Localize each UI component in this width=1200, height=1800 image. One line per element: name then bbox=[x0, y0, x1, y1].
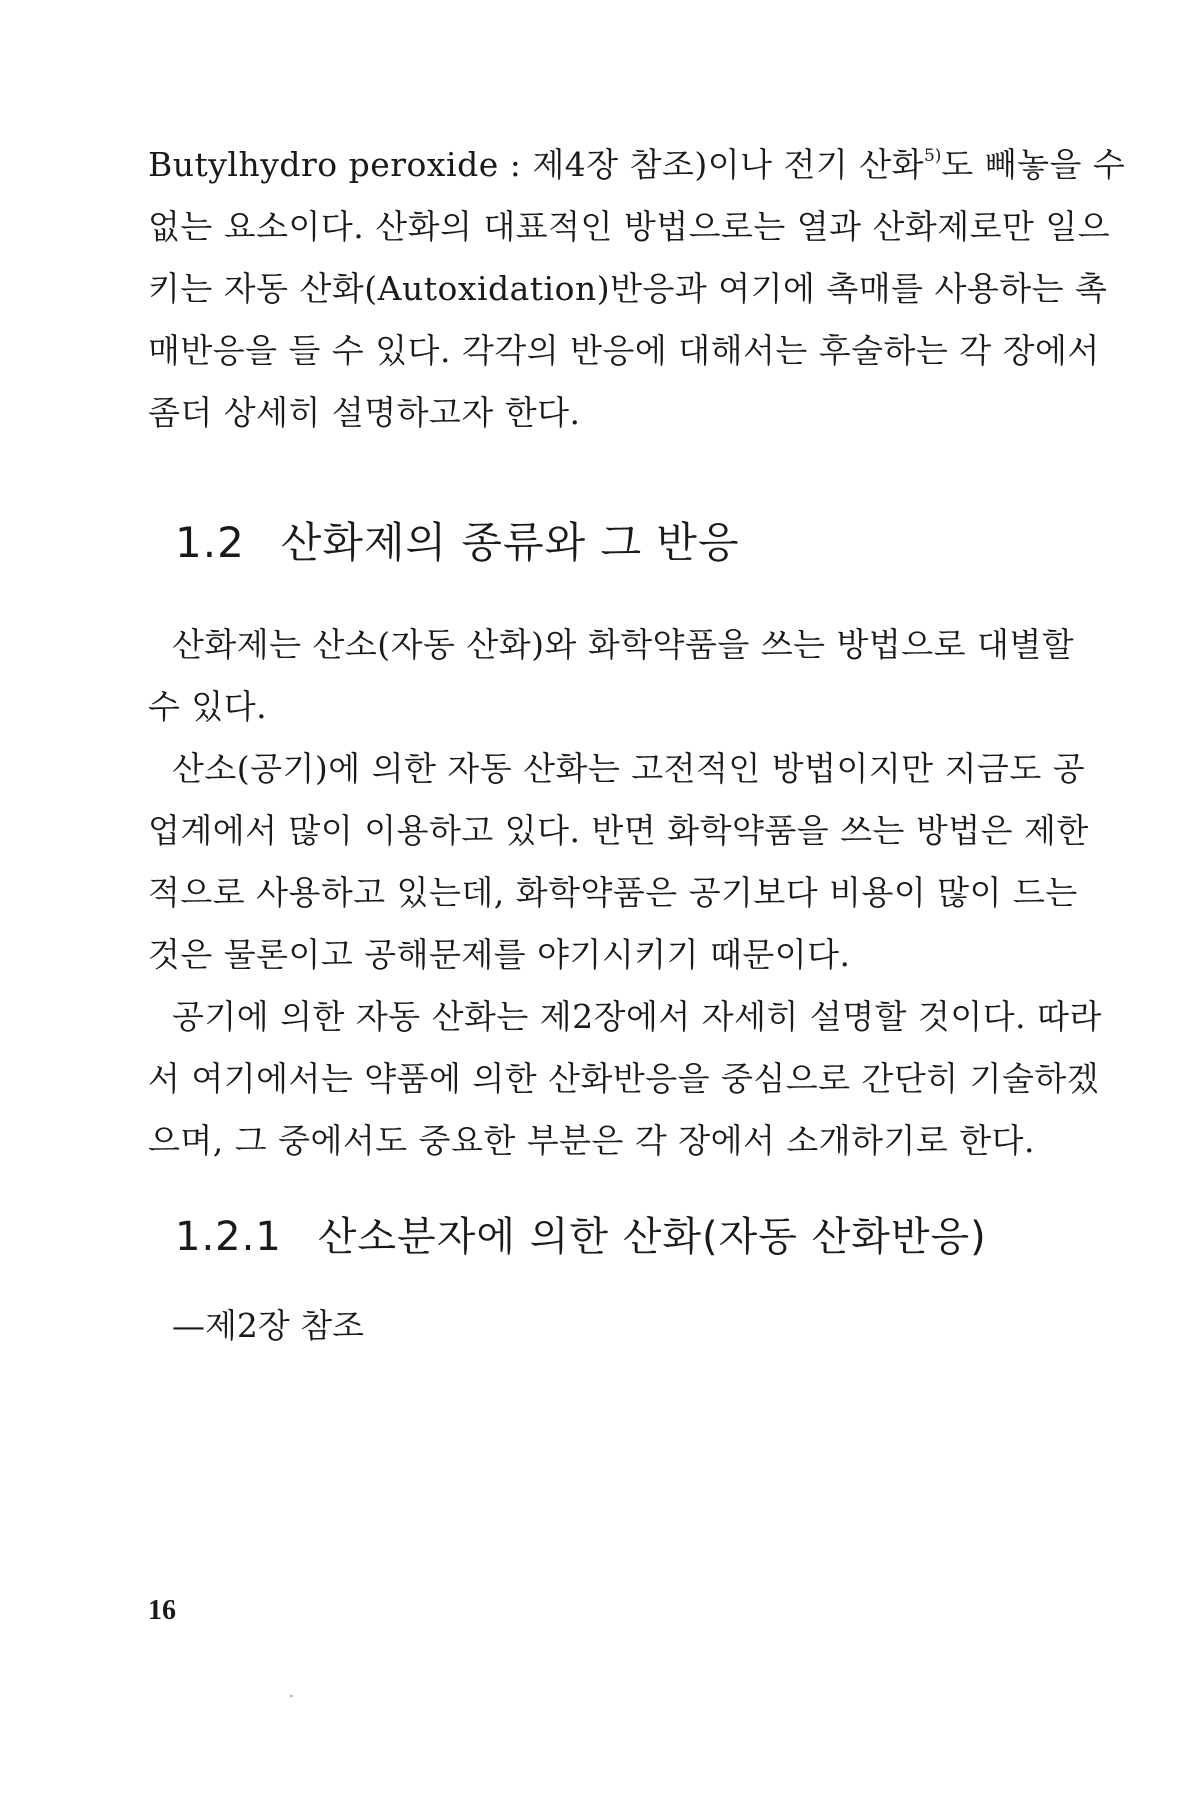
paragraph-line: Butylhydro peroxide : 제4장 참조)이나 전기 산화$^{5)}$도 빼놓을 수 bbox=[148, 145, 1126, 184]
paragraph-line: 서 여기에서는 약품에 의한 산화반응을 중심으로 간단히 기술하겠 bbox=[148, 1059, 1100, 1098]
footnote-marker: 5) bbox=[923, 146, 942, 166]
paragraph-line: 산소(공기)에 의한 자동 산화는 고전적인 방법이지만 지금도 공 bbox=[172, 749, 1086, 788]
paragraph-line: 것은 물론이고 공해문제를 야기시키기 때문이다. bbox=[148, 935, 851, 974]
paragraph-line: 공기에 의한 자동 산화는 제2장에서 자세히 설명할 것이다. 따라 bbox=[172, 997, 1102, 1036]
subsection-title: 산소분자에 의한 산화(자동 산화반응) bbox=[317, 1214, 987, 1260]
reference-note: —제2장 참조 bbox=[172, 1306, 364, 1345]
section-title: 산화제의 종류와 그 반응 bbox=[280, 518, 740, 567]
section-number: 1.2 bbox=[175, 518, 245, 567]
page-number: 16 bbox=[148, 1595, 176, 1626]
paragraph-line: 좀더 상세히 설명하고자 한다. bbox=[148, 393, 581, 432]
subsection-heading bbox=[175, 1205, 987, 1262]
subsection-number: 1.2.1 bbox=[175, 1214, 282, 1260]
paragraph-line: 매반응을 들 수 있다. 각각의 반응에 대해서는 후술하는 각 장에서 bbox=[148, 331, 1100, 370]
paragraph-line: 적으로 사용하고 있는데, 화학약품은 공기보다 비용이 많이 드는 bbox=[148, 873, 1078, 912]
scan-speck bbox=[290, 1695, 293, 1697]
paragraph-line: 으며, 그 중에서도 중요한 부분은 각 장에서 소개하기로 한다. bbox=[148, 1121, 1035, 1160]
paragraph-line: 키는 자동 산화(Autoxidation)반응과 여기에 촉매를 사용하는 촉 bbox=[148, 269, 1108, 308]
paragraph-line: 산화제는 산소(자동 산화)와 화학약품을 쓰는 방법으로 대별할 bbox=[172, 625, 1075, 664]
paragraph-line: 수 있다. bbox=[148, 687, 268, 726]
paragraph-line: 업계에서 많이 이용하고 있다. 반면 화학약품을 쓰는 방법은 제한 bbox=[148, 811, 1089, 850]
section-heading bbox=[175, 510, 740, 570]
paragraph-line: 없는 요소이다. 산화의 대표적인 방법으로는 열과 산화제로만 일으 bbox=[148, 207, 1111, 246]
